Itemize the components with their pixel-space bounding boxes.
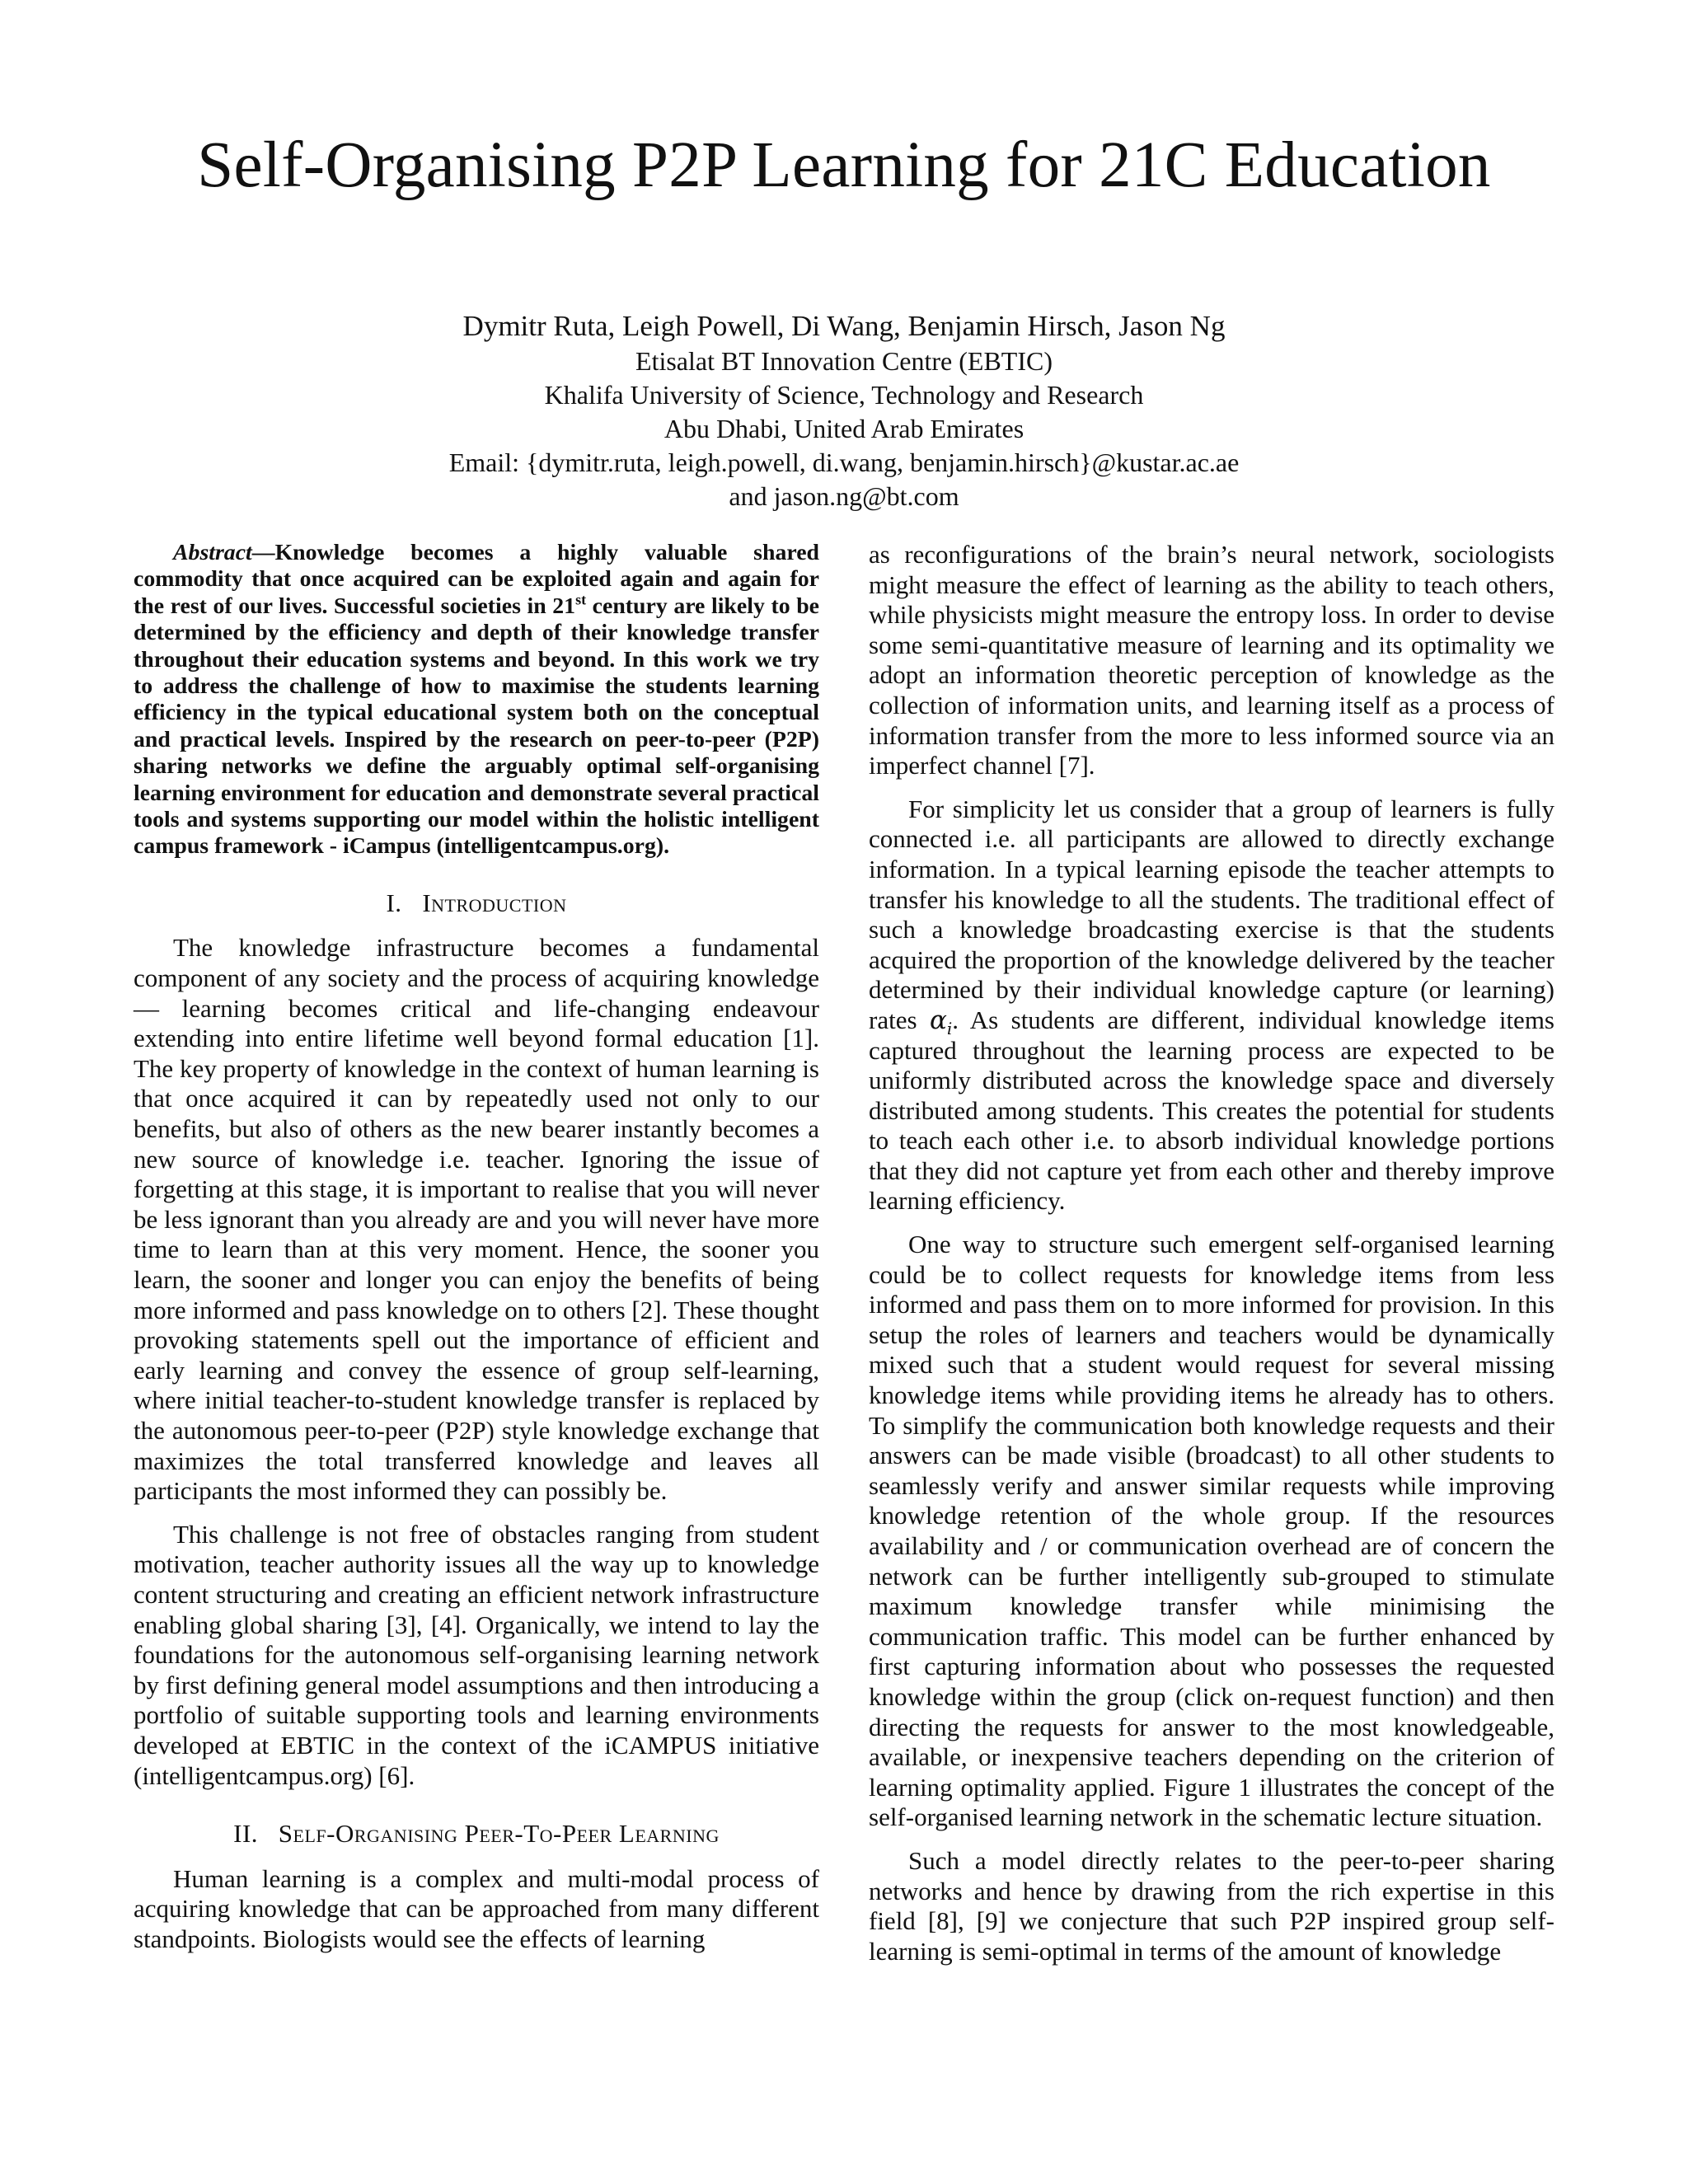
alpha-subscript: i (946, 1019, 953, 1039)
affiliation-line: Abu Dhabi, United Arab Emirates (663, 414, 1025, 443)
alpha-symbol (929, 1005, 953, 1039)
paragraph-text: . As students are different, individual knowledge items captured throughout the learning process are expected to be uniformly distributed across the knowledge space and diversely distributed among students. This creates the potential for students to teach each other i.e. to absorb individual knowledge portions that they did not capture yet from each other and thereby improve learning efficiency. (869, 1005, 1554, 1216)
abstract-label: Abstract (173, 540, 252, 565)
paragraph: One way to structure such emergent self-organised learning could be to collect requests for knowledge items from less informed and pass them on to more informed for provision. In this setup the roles of learners and teachers would be dynamically mixed such that a student would request for several missing knowledge items while providing items he already has to others. To simplify the communication both knowledge requests and their answers can be made visible (broadcast) to all other students to seamlessly verify and answer similar requests while improving knowledge retention of the whole group. If the resources availability and / or communication overhead are of concern the network can be further intelligently sub-grouped to stimulate maximum knowledge transfer while minimising the communication traffic. This model can be further enhanced by first capturing information about who possesses the requested knowledge within the group (click on-request function) and then directing the requests for answer to the most knowledgeable, available, or inexpensive teachers depending on the criterion of learning optimality applied. Figure 1 illustrates the concept of the self-organised learning network in the schematic lecture situation. (869, 1230, 1554, 1832)
abstract-superscript: st (575, 591, 587, 608)
abstract-text: —Knowledge becomes a highly valuable shared commodity that once acquired can be exploited again and again for the rest of our lives. Successful societies in 21 (134, 540, 819, 619)
author-block (0, 308, 1688, 513)
paragraph (869, 794, 1554, 1216)
paragraph: Human learning is a complex and multi-modal process of acquiring knowledge that can be approached from many different standpoints. Biologists would see the effects of learning (134, 1863, 819, 1953)
email-line: Email: {dymitr.ruta, leigh.powell, di.wang, benjamin.hirsch}@kustar.ac.ae (448, 448, 1240, 477)
left-column (134, 540, 819, 1954)
paragraph: The knowledge infrastructure becomes a fundamental component of any society and the process of acquiring knowledge — learning becomes critical and life-changing endeavour extending into entire lifetime well beyond formal education [1]. The key property of knowledge in the context of human learning is that once acquired it can by repeatedly used not only to our benefits, but also of others as the new bearer instantly becomes a new source of knowledge i.e. teacher. Ignoring the issue of forgetting at this stage, it is important to realise that you will never be less ignorant than you already are and you will never have more time to learn than at this very moment. Hence, the sooner you learn, the sooner and longer you can enjoy the benefits of being more informed and pass knowledge on to others [2]. These thought provoking statements spell out the importance of efficient and early learning and convey the essence of group self-learning, where initial teacher-to-student knowledge transfer is replaced by the autonomous peer-to-peer (P2P) style knowledge exchange that maximizes the total transferred knowledge and leaves all participants the most informed they can possibly be. (134, 933, 819, 1506)
right-column (869, 540, 1554, 1966)
section-title: Introduction (422, 888, 567, 917)
email-line: and jason.ng@bt.com (729, 481, 959, 511)
section-heading-introduction (134, 888, 819, 919)
author-list: Dymitr Ruta, Leigh Powell, Di Wang, Benjamin Hirsch, Jason Ng (462, 310, 1226, 342)
abstract-text: century are likely to be determined by the efficiency and depth of their knowledge transfer throughout their education systems and beyond. In this work we try to address the challenge of how to maximise the students learning efficiency in the typical educational system both on the conceptual and practical levels. Inspired by the research on peer-to-peer (P2P) sharing networks we define the arguably optimal self-organising learning environment for education and demonstrate several practical tools and systems supporting our model within the holistic intelligent campus framework - iCampus (intelligentcampus.org). (134, 593, 819, 860)
paper-title: Self-Organising P2P Learning for 21C Education (197, 129, 1491, 201)
section-heading-self-organising (134, 1819, 819, 1849)
paragraph: Such a model directly relates to the peer-to-peer sharing networks and hence by drawing from the rich expertise in this field [8], [9] we conjecture that such P2P inspired group self-learning is semi-optimal in terms of the amount of knowledge (869, 1845, 1554, 1966)
paragraph-continued: as reconfigurations of the brain’s neural network, sociologists might measure the effect of learning as the ability to teach others, while physicists might measure the entropy loss. In order to devise some semi-quantitative measure of learning and its optimality we adopt an information theoretic perception of knowledge as the collection of information units, and learning itself as a process of information transfer from the more to less informed source via an imperfect channel [7]. (869, 540, 1554, 780)
section-number: I. (386, 888, 402, 917)
abstract (134, 540, 819, 860)
affiliation-line: Etisalat BT Innovation Centre (EBTIC) (635, 346, 1053, 376)
paragraph-text: For simplicity let us consider that a group of learners is fully connected i.e. all participants are allowed to directly exchange information. In a typical learning episode the teacher attempts to transfer his knowledge to all the students. The traditional effect of such a knowledge broadcasting exercise is that the students acquired the proportion of the knowledge delivered by the teacher determined by their individual knowledge capture (or learning) rates (869, 794, 1554, 1034)
section-number: II. (233, 1819, 259, 1849)
paragraph: This challenge is not free of obstacles ranging from student motivation, teacher authority issues all the way up to knowledge content structuring and creating an efficient network infrastructure enabling global sharing [3], [4]. Organically, we intend to lay the foundations for the autonomous self-organising learning network by first defining general model assumptions and then introducing a portfolio of suitable supporting tools and learning environments developed at EBTIC in the context of the iCAMPUS initiative (intelligentcampus.org) [6]. (134, 1519, 819, 1790)
alpha-glyph: α (929, 1005, 947, 1035)
affiliation-line: Khalifa University of Science, Technology and Research (544, 380, 1144, 410)
section-title: Self-Organising Peer-To-Peer Learning (278, 1819, 720, 1849)
